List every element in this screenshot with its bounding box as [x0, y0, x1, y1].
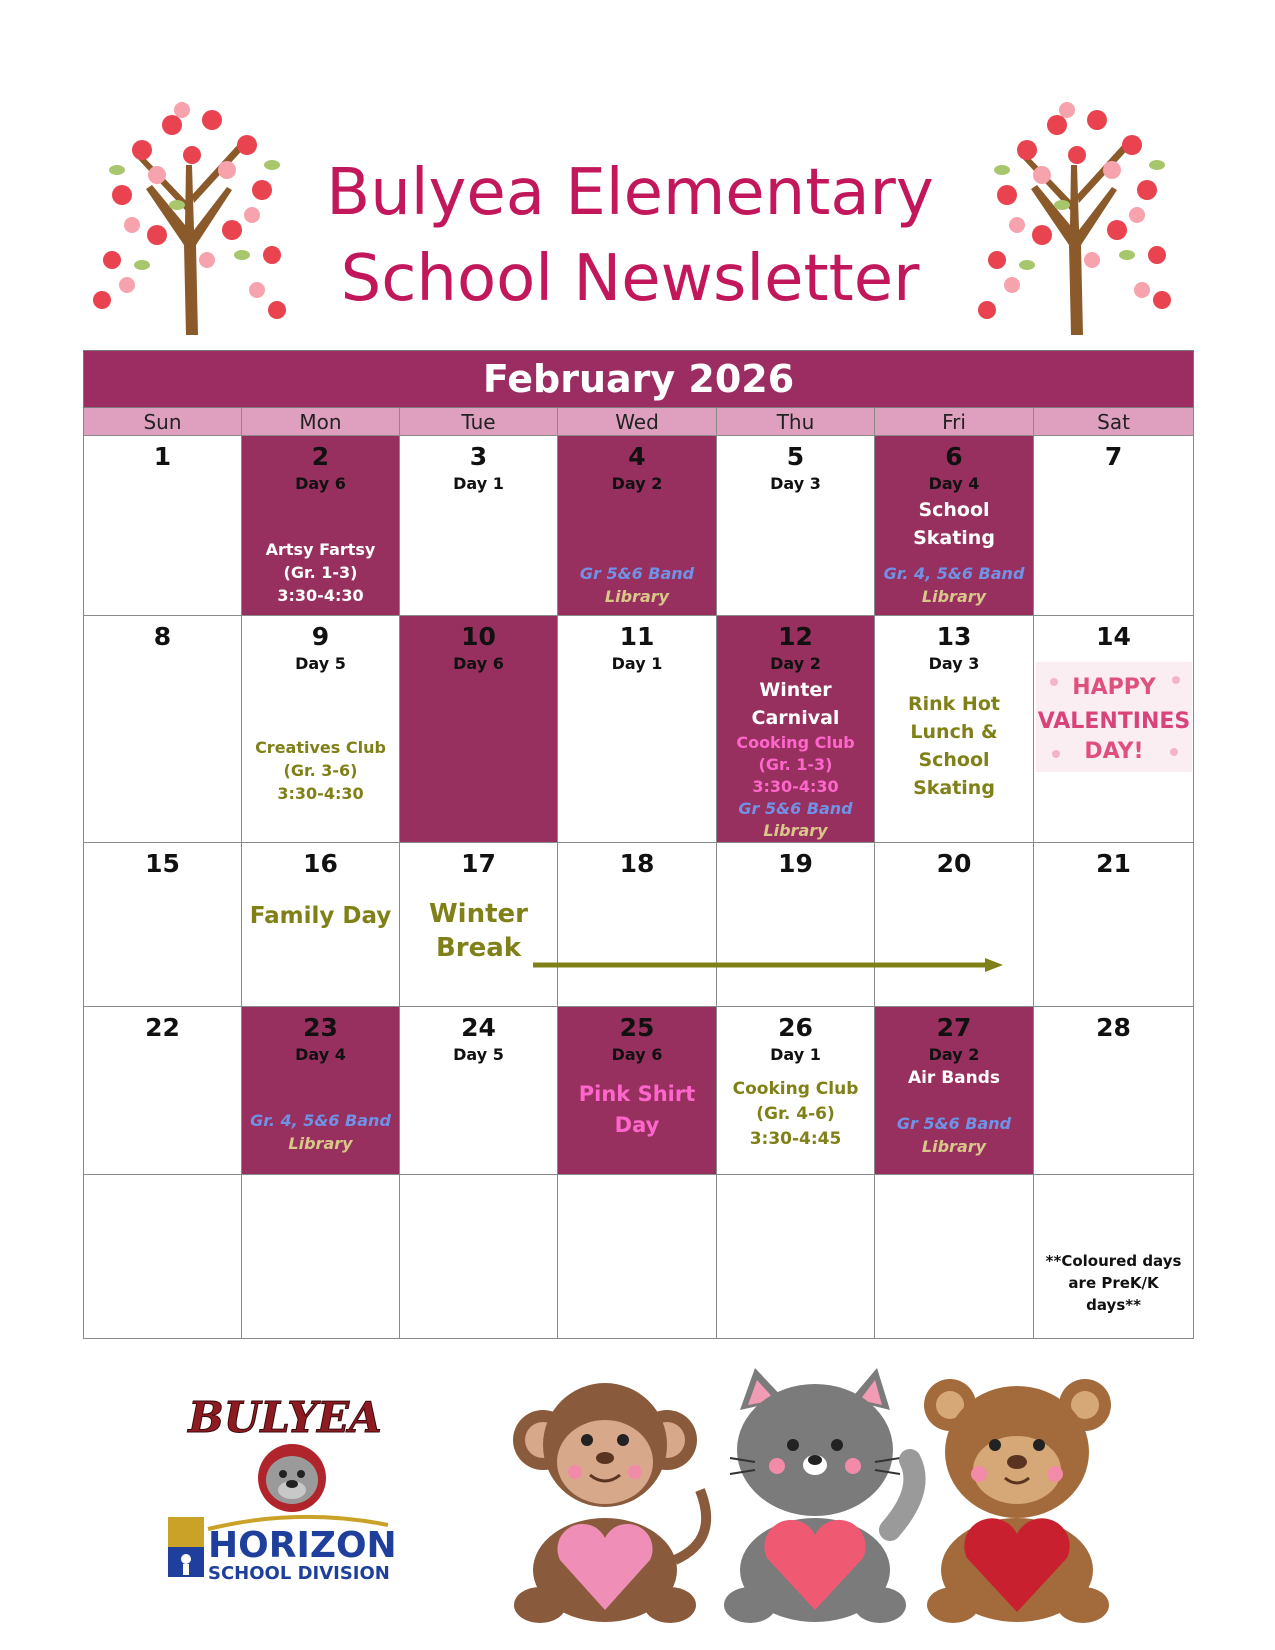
- school-day-label: Day 5: [453, 1045, 504, 1064]
- calendar-day-24: [400, 1007, 558, 1175]
- calendar-day-6: [875, 436, 1034, 616]
- date-number: 4: [628, 442, 646, 471]
- event-text: 3:30-4:30: [752, 777, 839, 796]
- date-number: 26: [778, 1013, 813, 1042]
- event-text: Cooking Club: [732, 1079, 859, 1099]
- date-number: 18: [619, 849, 655, 878]
- weekday-fri: Fri: [875, 408, 1034, 436]
- empty-cell: [558, 1175, 717, 1339]
- calendar-day-26: [717, 1007, 875, 1175]
- event-text: Lunch &: [910, 721, 998, 743]
- february-calendar: [83, 350, 1194, 1339]
- school-day-label: Day 3: [770, 474, 821, 493]
- date-number: 25: [619, 1013, 655, 1042]
- date-number: 19: [778, 849, 813, 878]
- school-day-label: Day 1: [611, 654, 663, 673]
- calendar-day-27: [875, 1007, 1034, 1175]
- date-number: 11: [619, 622, 655, 651]
- weekday-thu: Thu: [717, 408, 875, 436]
- event-text: Skating: [913, 527, 995, 549]
- note-line: are PreK/K: [1068, 1274, 1159, 1292]
- school-day-label: Day 1: [770, 1045, 821, 1064]
- calendar-day-3: [400, 436, 558, 616]
- library-event-text: Library: [763, 821, 828, 840]
- event-text: Skating: [913, 777, 995, 799]
- date-number: 22: [145, 1013, 180, 1042]
- event-text: Rink Hot: [908, 693, 1000, 715]
- winter-break-arrow-icon: [533, 955, 1003, 975]
- horizon-school-division-logo: [168, 1515, 418, 1585]
- calendar-day-14: [1034, 616, 1194, 843]
- calendar-day-12: [717, 616, 875, 843]
- event-text: (Gr. 4-6): [756, 1104, 835, 1124]
- event-text: Artsy Fartsy: [265, 540, 376, 559]
- band-event-text: Gr 5&6 Band: [579, 564, 695, 583]
- title-line-1: Bulyea Elementary: [326, 156, 934, 230]
- calendar-day-25: [558, 1007, 717, 1175]
- calendar-day-11: [558, 616, 717, 843]
- calendar-day-23: [242, 1007, 400, 1175]
- note-line: **Coloured days: [1045, 1252, 1182, 1270]
- band-event-text: Gr 5&6 Band: [896, 1114, 1012, 1133]
- band-event-text: Gr. 4, 5&6 Band: [250, 1111, 391, 1130]
- date-number: 24: [461, 1013, 496, 1042]
- event-text: (Gr. 3-6): [283, 761, 358, 780]
- event-text: 3:30-4:45: [749, 1129, 842, 1149]
- event-text: School: [918, 749, 990, 771]
- event-text: Day: [614, 1113, 660, 1137]
- date-number: 6: [945, 442, 963, 471]
- school-day-label: Day 2: [611, 474, 663, 493]
- school-day-label: Day 2: [928, 1045, 980, 1064]
- calendar-day-20: [875, 843, 1034, 1007]
- event-text: School: [918, 499, 990, 521]
- holiday-text: Break: [435, 933, 522, 963]
- library-event-text: Library: [288, 1134, 353, 1153]
- event-text: Creatives Club: [255, 738, 386, 757]
- date-number: 15: [145, 849, 180, 878]
- bulyea-logo-text: BULYEA: [188, 1393, 382, 1442]
- heart-tree-left-image: [82, 95, 302, 340]
- note-line: days**: [1086, 1296, 1141, 1314]
- calendar-day-13: [875, 616, 1034, 843]
- event-text: Winter: [759, 679, 832, 701]
- date-number: 17: [461, 849, 496, 878]
- event-text: 3:30-4:30: [277, 784, 364, 803]
- event-text: Air Bands: [907, 1068, 1001, 1088]
- valentine-text-2: VALENTINES: [1037, 709, 1190, 734]
- date-number: 20: [936, 849, 972, 878]
- date-number: 5: [786, 442, 805, 471]
- calendar-day-18: [558, 843, 717, 1007]
- empty-cell: [717, 1175, 875, 1339]
- empty-cell: [84, 1175, 242, 1339]
- event-text: Cooking Club: [736, 733, 855, 752]
- weekday-sun: Sun: [84, 408, 242, 436]
- calendar-day-28: [1034, 1007, 1194, 1175]
- happy-valentines-day-image: [1036, 662, 1192, 772]
- date-number: 12: [778, 622, 813, 651]
- date-number: 28: [1096, 1013, 1131, 1042]
- animals-holding-hearts-image: [505, 1370, 1145, 1625]
- empty-cell: [242, 1175, 400, 1339]
- empty-cell: [400, 1175, 558, 1339]
- weekday-mon: Mon: [242, 408, 400, 436]
- library-event-text: Library: [921, 587, 987, 606]
- calendar-day-15: [84, 843, 242, 1007]
- legend-note-cell: [1034, 1175, 1194, 1339]
- bear-image: [924, 1379, 1111, 1623]
- date-number: 1: [153, 442, 172, 471]
- calendar-day-2: [242, 436, 400, 616]
- event-text: Carnival: [751, 707, 840, 729]
- school-day-label: Day 6: [295, 474, 346, 493]
- bulyea-bulldog-logo: [188, 1380, 382, 1520]
- date-number: 10: [461, 622, 496, 651]
- weekday-wed: Wed: [558, 408, 717, 436]
- date-number: 9: [311, 622, 330, 651]
- calendar-day-16: [242, 843, 400, 1007]
- date-number: 2: [311, 442, 330, 471]
- school-day-label: Day 6: [611, 1045, 663, 1064]
- school-day-label: Day 4: [928, 474, 980, 493]
- valentine-text-3: DAY!: [1083, 739, 1144, 764]
- calendar-day-5: [717, 436, 875, 616]
- event-text: 3:30-4:30: [277, 586, 364, 605]
- calendar-day-21: [1034, 843, 1194, 1007]
- calendar-day-10: [400, 616, 558, 843]
- calendar-day-7: [1034, 436, 1194, 616]
- event-text: (Gr. 1-3): [283, 563, 358, 582]
- calendar-day-4: [558, 436, 717, 616]
- weekday-sat: Sat: [1034, 408, 1194, 436]
- school-day-label: Day 5: [295, 654, 346, 673]
- valentine-text-1: HAPPY: [1071, 675, 1156, 700]
- event-text: Pink Shirt: [578, 1082, 696, 1106]
- date-number: 23: [303, 1013, 338, 1042]
- calendar-day-22: [84, 1007, 242, 1175]
- date-number: 16: [303, 849, 338, 878]
- newsletter-title: [300, 150, 960, 322]
- heart-tree-right-image: [967, 95, 1187, 340]
- weekday-tue: Tue: [400, 408, 558, 436]
- calendar-day-17: [400, 843, 558, 1007]
- date-number: 14: [1096, 622, 1131, 651]
- school-day-label: Day 4: [295, 1045, 346, 1064]
- date-number: 13: [936, 622, 972, 651]
- library-event-text: Library: [604, 587, 670, 606]
- school-division-text: SCHOOL DIVISION: [208, 1563, 390, 1584]
- month-title: February 2026: [84, 351, 1194, 408]
- monkey-image: [513, 1383, 706, 1623]
- date-number: 3: [469, 442, 488, 471]
- school-day-label: Day 6: [453, 654, 504, 673]
- date-number: 8: [153, 622, 172, 651]
- library-event-text: Library: [921, 1137, 987, 1156]
- calendar-day-19: [717, 843, 875, 1007]
- calendar-day-8: [84, 616, 242, 843]
- empty-cell: [875, 1175, 1034, 1339]
- calendar-day-9: [242, 616, 400, 843]
- holiday-text: Family Day: [249, 903, 392, 929]
- horizon-text: HORIZON: [208, 1525, 397, 1566]
- event-text: (Gr. 1-3): [758, 755, 833, 774]
- calendar-day-1: [84, 436, 242, 616]
- band-event-text: Gr 5&6 Band: [738, 799, 853, 818]
- holiday-text: Winter: [429, 899, 528, 929]
- school-day-label: Day 1: [453, 474, 504, 493]
- date-number: 21: [1096, 849, 1131, 878]
- school-day-label: Day 2: [770, 654, 821, 673]
- cat-image: [724, 1368, 915, 1623]
- school-day-label: Day 3: [928, 654, 980, 673]
- date-number: 7: [1104, 442, 1123, 471]
- coloured-days-note: [1034, 1250, 1193, 1316]
- title-line-2: School Newsletter: [340, 242, 920, 316]
- band-event-text: Gr. 4, 5&6 Band: [883, 564, 1025, 583]
- date-number: 27: [936, 1013, 972, 1042]
